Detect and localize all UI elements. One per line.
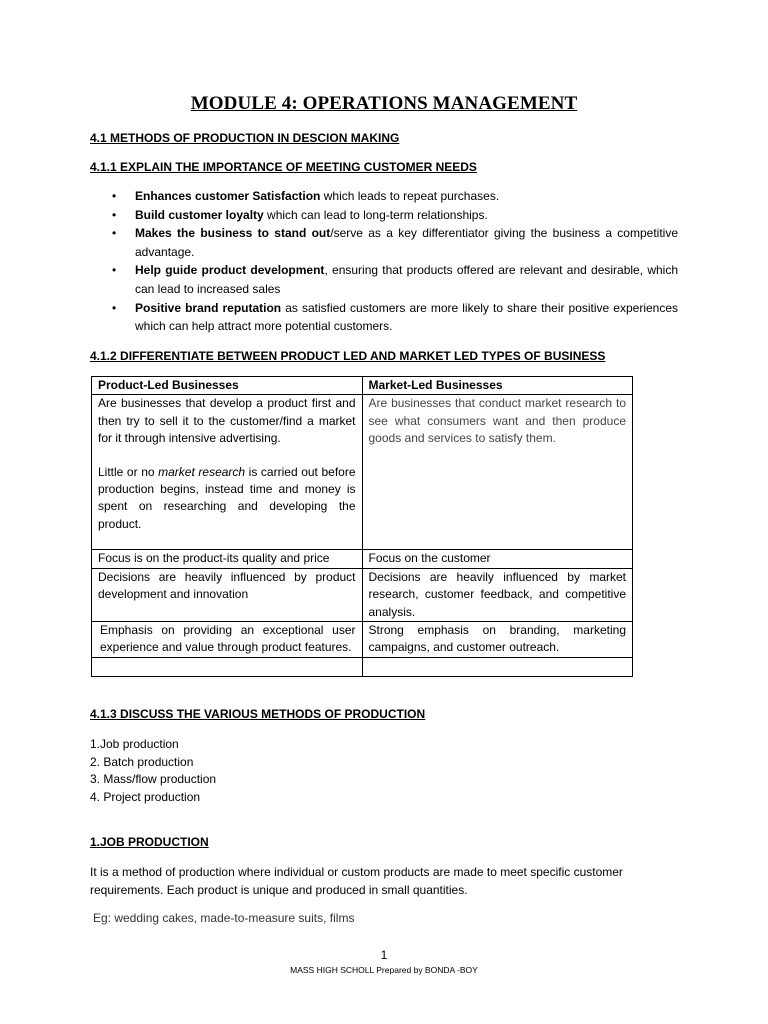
bullet-icon: •	[112, 189, 117, 203]
table-row	[92, 395, 633, 550]
comparison-table	[91, 376, 633, 677]
list-item: • Enhances customer Satisfaction which leads to repeat purchases.	[90, 187, 678, 206]
list-item: • Help guide product development, ensuring that products offered are relevant and desirable, which can lead to increased sales	[112, 263, 678, 296]
list-item: 1.Job production	[90, 737, 179, 751]
section-heading-job-production: 1.JOB PRODUCTION	[90, 835, 209, 849]
table-cell: Focus is on the product-its quality and price	[92, 550, 363, 568]
table-header-row	[92, 377, 633, 395]
table-cell: Strong emphasis on branding, marketing campaigns, and customer outreach.	[362, 622, 633, 658]
bullet-icon: •	[112, 263, 117, 278]
table-header-cell: Market-Led Businesses	[362, 377, 633, 395]
table-cell: Are businesses that conduct market research to see what consumers want and then produce goods and services to satisfy them.	[362, 395, 633, 550]
page-footer: MASS HIGH SCHOLL Prepared by BONDA -BOY	[290, 965, 478, 975]
page-title: MODULE 4: OPERATIONS MANAGEMENT	[190, 93, 578, 114]
table-row-empty	[92, 657, 633, 676]
table-cell: Decisions are heavily influenced by product development and innovation	[92, 568, 363, 621]
table-cell: Focus on the customer	[362, 550, 633, 568]
page-number: 1	[380, 948, 388, 962]
bullet-icon: •	[112, 300, 117, 315]
table-row	[92, 568, 633, 621]
list-item: • Build customer loyalty which can lead to long-term relationships.	[90, 206, 678, 225]
table-cell: Are businesses that develop a product first and then try to sell it to the customer/find a market for it through intensive advertising. Little or no market research is carried out before production begins, instead time and money is spent on researching and developing the product.	[92, 395, 363, 550]
section-heading-4-1-3: 4.1.3 DISCUSS THE VARIOUS METHODS OF PRODUCTION	[90, 707, 426, 721]
job-production-paragraph: It is a method of production where individual or custom products are made to meet specific customer requirements. Each product is unique and produced in small quantities.	[90, 865, 623, 897]
section-heading-4-1-2: 4.1.2 DIFFERENTIATE BETWEEN PRODUCT LED AND MARKET LED TYPES OF BUSINESS	[90, 349, 606, 363]
methods-list	[90, 736, 216, 806]
section-heading-4-1: 4.1 METHODS OF PRODUCTION IN DESCION MAKING	[90, 131, 400, 145]
table-cell	[362, 657, 633, 676]
table-row	[92, 622, 633, 658]
list-item: 4. Project production	[90, 789, 201, 804]
table-row	[92, 550, 633, 568]
table-header-cell: Product-Led Businesses	[92, 377, 363, 395]
list-item: • Makes the business to stand out/serve as a key differentiator giving the business a competitive advantage.	[112, 226, 678, 259]
list-item: • Positive brand reputation as satisfied customers are more likely to share their positive experiences which can help attract more potential customers.	[112, 300, 679, 334]
list-item: 3. Mass/flow production	[90, 772, 217, 786]
customer-needs-list	[90, 187, 678, 336]
bullet-icon: •	[112, 226, 117, 241]
list-item: 2. Batch production	[90, 754, 194, 769]
table-cell: Decisions are heavily influenced by market research, customer feedback, and competitive analysis.	[362, 568, 633, 621]
job-production-example: Eg: wedding cakes, made-to-measure suits, films	[93, 911, 355, 925]
table-cell	[92, 657, 363, 676]
bullet-icon: •	[112, 207, 117, 222]
table-cell: Emphasis on providing an exceptional user experience and value through product features.	[92, 622, 363, 658]
section-heading-4-1-1: 4.1.1 EXPLAIN THE IMPORTANCE OF MEETING CUSTOMER NEEDS	[90, 160, 477, 174]
